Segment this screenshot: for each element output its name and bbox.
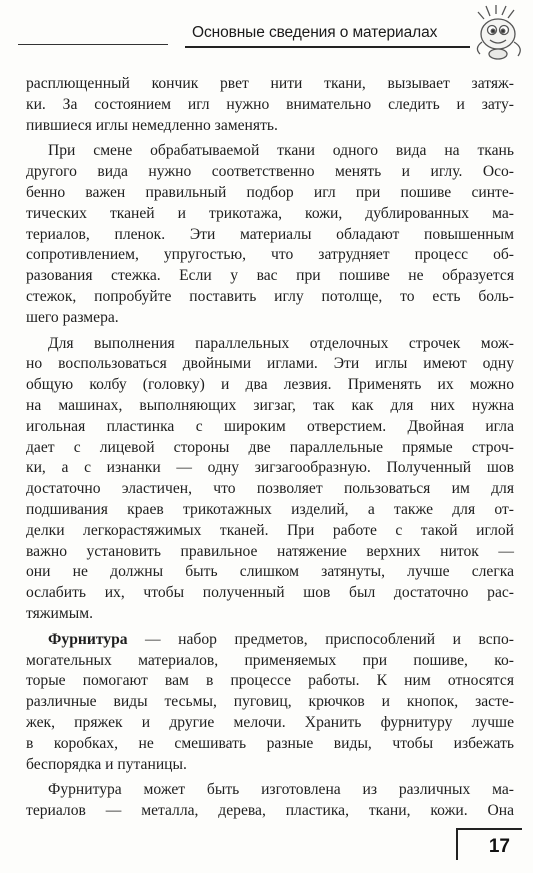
text-line: При смене обрабатываемой ткани одного вида на ткань — [48, 142, 514, 160]
text-line: торые помогают вам в процессе работы. К ним относятся — [26, 672, 514, 690]
text-line: тяжимым. — [26, 604, 94, 622]
text-line: подшивания краев трикотажных изделий, а также для от- — [26, 500, 514, 518]
page-number: 17 — [488, 836, 510, 857]
header-underline — [185, 46, 470, 48]
text-line: териалов — металла, дерева, пластика, ткани, кожи. Она — [26, 802, 514, 820]
text-fragment: — набор предметов, приспособлений и вспо- — [127, 630, 514, 648]
text-line: Для выполнения параллельных отделочных строчек мож- — [48, 334, 514, 352]
paragraph-5 — [26, 780, 514, 822]
paragraph-3 — [26, 334, 514, 625]
text-line: расплющенный кончик рвет нити ткани, вызывает затяж- — [26, 75, 514, 92]
text-line: в коробках, не смешивать разные виды, чтобы избежать — [26, 734, 514, 752]
paragraph-1 — [26, 74, 514, 136]
text-line: жек, пряжек и другие мелочи. Хранить фурнитуру лучше — [26, 713, 514, 731]
text-line: важно установить правильное натяжение верхних ниток — — [26, 542, 514, 560]
text-line: разования стежка. Если у вас при пошиве не образуется — [26, 267, 514, 285]
cartoon-face-icon — [468, 4, 530, 62]
text-line: бенно важен правильный подбор игл при пошиве синте- — [26, 183, 514, 201]
text-line: но воспользоваться двойными иглами. Эти иглы имеют одну — [26, 355, 514, 373]
text-line: достаточно эластичен, что позволяет пользоваться им для — [26, 480, 514, 498]
text-line: ослабить их, чтобы полученный шов был достаточно рас- — [26, 584, 514, 602]
text-line: сопротивлением, упругостью, что затрудняет процесс об- — [26, 246, 514, 264]
text-line: ки, а с изнанки — одну зигзагообразную. Полученный шов — [26, 459, 514, 477]
page-number-box — [456, 828, 522, 860]
text-line: стежок, попробуйте поставить иглу потолще, то есть боль- — [26, 287, 514, 305]
text-line: другого вида нужно соответственно менять и иглу. Осо- — [26, 163, 514, 181]
text-line: пившиеся иглы немедленно заменять. — [26, 116, 278, 134]
text-line: дает с лицевой стороны две параллельные прямые строч- — [26, 438, 514, 456]
text-line: на машинах, выполняющих зигзаг, так как для них нужна — [26, 396, 514, 414]
text-line: они не должны быть слишком затянуты, лучше слегка — [26, 563, 514, 581]
page-header — [0, 0, 533, 62]
text-line — [26, 630, 514, 651]
text-line: териалов, пленок. Эти материалы обладают повышенным — [26, 225, 514, 243]
running-head-title: Основные сведения о материалах — [192, 24, 438, 41]
page-body — [26, 74, 514, 827]
text-line: тических тканей и трикотажа, кожи, дублированных ма- — [26, 204, 514, 222]
text-line: общую колбу (головку) и два лезвия. Применять их можно — [26, 376, 514, 394]
header-rule — [18, 44, 168, 45]
text-line: беспорядка и путаницы. — [26, 755, 187, 773]
text-line: игольная пластинка с широким отверстием. Двойная игла — [26, 417, 514, 435]
paragraph-2 — [26, 141, 514, 328]
text-line: могательных материалов, применяемых при пошиве, ко- — [26, 651, 514, 669]
text-line: ки. За состоянием игл нужно внимательно следить и зату- — [26, 95, 514, 113]
text-line: различные виды тесьмы, пуговиц, крючков и кнопок, застe- — [26, 693, 514, 711]
text-line: шего размера. — [26, 308, 119, 326]
text-line: делки легкорастяжимых тканей. При работе с такой иглой — [26, 521, 514, 539]
text-line: Фурнитура может быть изготовлена из различных ма- — [48, 781, 514, 799]
bold-term: Фурнитура — [48, 630, 128, 648]
paragraph-4 — [26, 630, 514, 776]
